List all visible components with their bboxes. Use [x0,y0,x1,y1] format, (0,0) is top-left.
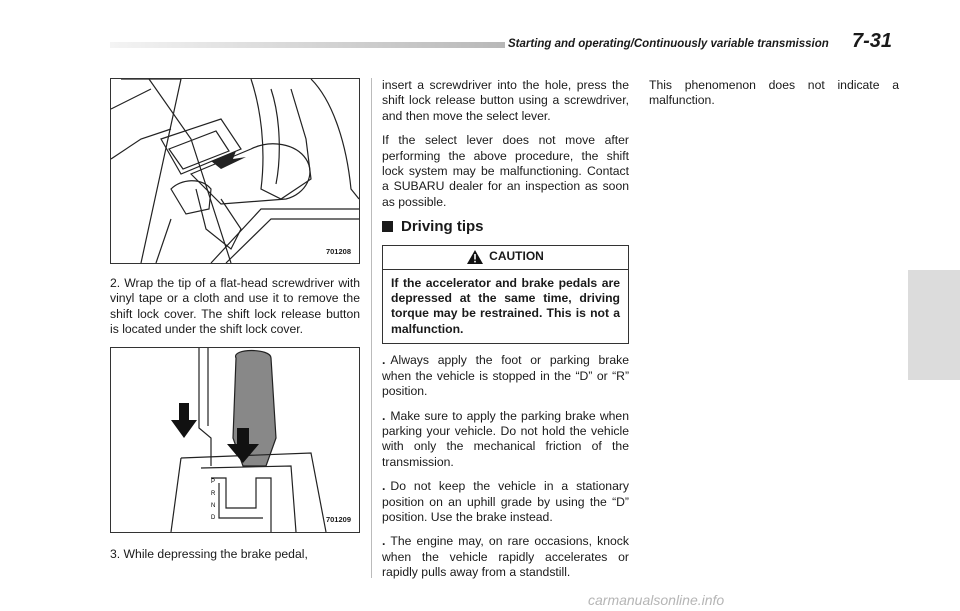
step-2-text: 2. Wrap the tip of a flat-head screwdriver with vinyl tape or a cloth and use it to remove the shift lock cover. The shift lock release button is located under the shift lock cover. [110,276,360,337]
step-3-continued-text: insert a screwdriver into the hole, press the shift lock release button using a screwdriver, and then move the select lever. [382,78,629,123]
page-number: 7-31 [852,30,893,52]
gear-label-p: P [211,478,216,485]
bullet-text: Always apply the foot or parking brake when the vehicle is stopped in the “D” or “R” position. [382,353,629,399]
bullet-marker: . [382,479,386,494]
list-item [382,353,629,399]
header-rule [110,42,505,48]
step-3-start-text: 3. While depressing the brake pedal, [110,546,308,561]
caution-box [382,245,629,345]
caution-header [383,246,628,270]
list-item [382,409,629,471]
bullet-text: Make sure to apply the parking brake when parking your vehicle. Do not hold the vehicle with only the mechanical friction of the transmission. [382,408,629,469]
gear-label-r: R [211,490,216,497]
chapter-side-tab [908,270,960,380]
list-item [382,479,629,525]
section-heading [382,219,629,234]
column-3 [649,78,899,118]
malfunction-paragraph: If the select lever does not move after performing the above procedure, the shift lock system may be malfunctioning. Contact a SUBARU dealer for an inspection as soon as possible. [382,133,629,209]
shift-lever-illustration [111,348,359,532]
down-arrow-icon [171,403,197,438]
section-title: Driving tips [401,218,484,236]
shift-lock-cover-illustration [111,79,359,263]
column-1 [110,78,360,571]
caution-label: CAUTION [489,249,544,264]
figure-screwdriver-cover [110,78,360,264]
figure-code: 701208 [325,246,351,256]
bullet-marker: . [382,353,386,368]
phenomenon-paragraph: This phenomenon does not indicate a malfunction. [649,78,899,108]
bullet-text: The engine may, on rare occasions, knock when the vehicle rapidly accelerates or rapidly pulls away from a standstill. [382,534,629,580]
column-2 [382,78,629,590]
caution-text: If the accelerator and brake pedals are depressed at the same time, driving torque may be restrained. This is not a malfunction. [391,275,620,336]
list-item [382,534,629,580]
running-header-title: Starting and operating/Continuously variable transmission [508,38,829,50]
gear-label-n: N [211,502,216,509]
figure-shift-lever [110,347,360,533]
figure-code: 701209 [325,515,351,525]
column-divider [371,78,372,578]
gear-label-d: D [211,514,216,521]
bullet-marker: . [382,534,386,549]
watermark-text: carmanualsonline.info [588,592,725,608]
bullet-text: Do not keep the vehicle in a stationary position on an uphill grade by using the “D” position. Use the brake instead. [382,479,629,524]
bullet-marker: . [382,408,386,423]
section-square-icon [382,221,393,232]
warning-triangle-icon [467,250,483,264]
